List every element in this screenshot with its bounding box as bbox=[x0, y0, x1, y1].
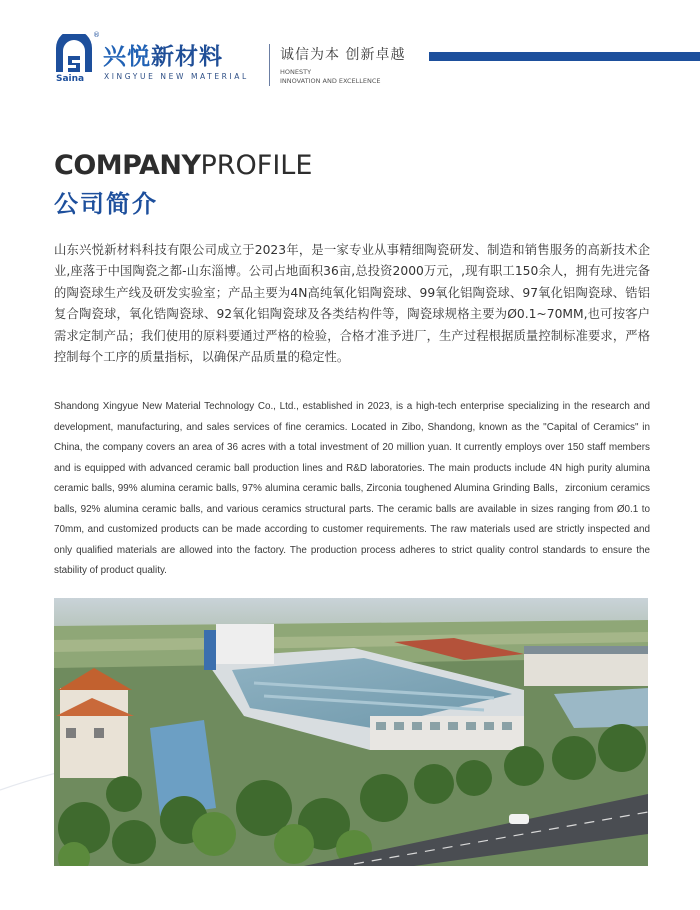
section-title-bold: COMPANY bbox=[54, 150, 201, 181]
factory-aerial-photo bbox=[54, 598, 648, 866]
header-divider bbox=[269, 44, 270, 86]
section-title bbox=[54, 150, 312, 181]
header-accent-bar bbox=[429, 52, 700, 61]
brand-name-cn bbox=[103, 38, 223, 71]
brand-name-cn-part1: 兴悦 bbox=[103, 44, 151, 70]
logo-text: Saina bbox=[56, 74, 85, 84]
section-title-light: PROFILE bbox=[200, 150, 313, 181]
slogan-en-line1: HONESTY bbox=[280, 68, 312, 76]
slogan-en-line2: INNOVATION AND EXCELLENCE bbox=[280, 77, 381, 85]
brand-name-en: XINGYUE NEW MATERIAL bbox=[104, 72, 249, 81]
section-title-cn: 公司简介 bbox=[54, 190, 158, 218]
brand-name-cn-part2: 新材料 bbox=[151, 44, 223, 70]
registered-mark: ® bbox=[93, 31, 100, 39]
page-header bbox=[0, 0, 700, 100]
profile-text-en: Shandong Xingyue New Material Technology Co., Ltd., established in 2023, is a high-tech enterprise specializing in the research and development, manufacturing, and sales services of fine ceramics. Located in Zibo, Shandong, known as the "Capital of Ceramics" in China, the company covers an area of 36 acres with a total investment of 20 million yuan. It currently employs over 150 staff members and is equipped with advanced ceramic ball production lines and R&D laboratories. The main products include 4N high purity alumina ceramic balls, 99% alumina ceramic balls, 97% alumina ceramic balls, Zirconia toughened Alumina Grinding Balls，zirconium ceramics balls, 92% alumina ceramic balls, and various ceramics structural parts. The ceramic balls are available in sizes ranging from Ø0.1 to 70mm, and customized products can be made according to customer requirements. The raw materials used are strictly inspected and only qualified materials are allowed into the factory. The production process adheres to strict quality control standards to ensure the stability of product quality. bbox=[54, 401, 650, 576]
profile-text-cn: 山东兴悦新材料科技有限公司成立于2023年，是一家专业从事精细陶瓷研发、制造和销售服务的高新技术企业,座落于中国陶瓷之都-山东淄博。公司占地面积36亩,总投资2000万元，,现有职工150余人，拥有先进完备的陶瓷球生产线及研发实验室；产品主要为4N高纯氧化铝陶瓷球、99氧化铝陶瓷球、97氧化铝陶瓷球、锆铝复合陶瓷球，氧化锆陶瓷球、92氧化铝陶瓷球及各类结构件等，陶瓷球规格主要为Ø0.1~70MM,也可按客户需求定制产品；我们使用的原料要通过严格的检验，合格才准予进厂，生产过程根据质量控制标准要求，严格控制每个工序的质量指标，以确保产品质量的稳定性。 bbox=[54, 243, 650, 365]
slogan-cn: 诚信为本 创新卓越 bbox=[280, 47, 406, 63]
factory-illustration bbox=[54, 598, 648, 866]
saina-logo-icon bbox=[54, 34, 94, 74]
